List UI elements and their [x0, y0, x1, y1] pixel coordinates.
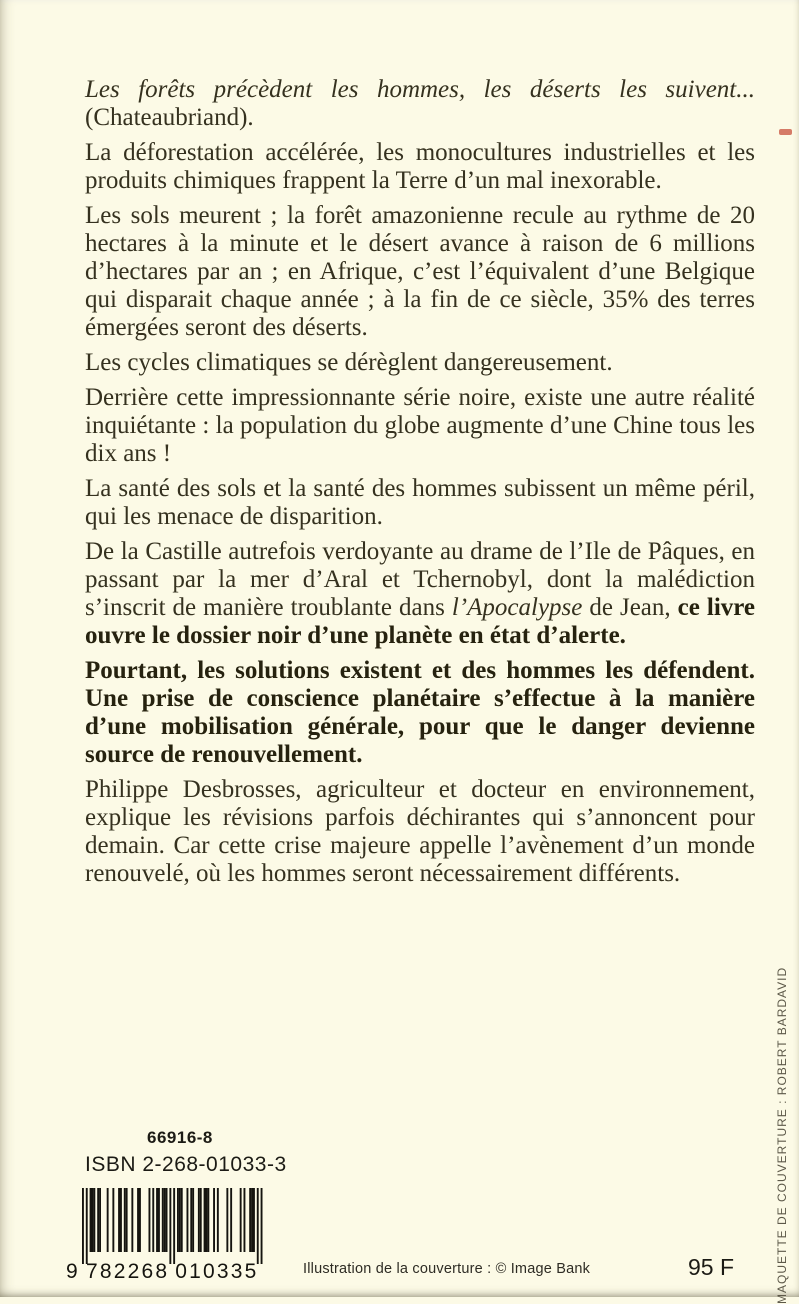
text-run: (Chateaubriand). [85, 104, 254, 131]
text-run: Derrière cette impressionnante série noire, existe une autre réalité inquiétante : la population du globe augmente d’une Chine tous les dix ans ! [85, 384, 755, 467]
isbn: ISBN 2-268-01033-3 [85, 1153, 287, 1176]
print-code: 66916-8 [147, 1128, 213, 1147]
text-run: La santé des sols et la santé des hommes subissent un même péril, qui les menace de disparition. [85, 475, 755, 530]
red-mark [779, 129, 792, 135]
text-run: Les sols meurent ; la forêt amazonienne recule au rythme de 20 hectares à la minute et le désert avance à raison de 6 millions d’hectares par an ; en Afrique, c’est l’équivalent d’une Belgique qui disparait chaque année ; à la fin de ce siècle, 35% des terres émergées seront des déserts. [85, 202, 755, 341]
text-run: Les forêts précèdent les hommes, les déserts les suivent... [85, 76, 755, 103]
paragraph [85, 475, 755, 531]
text-run: Pourtant, les solutions existent et des hommes les défendent. Une prise de conscience planétaire s’effectue à la manière d’une mobilisation générale, pour que le danger devienne source de renouvellement. [85, 657, 755, 768]
text-run: l’Apocalypse [451, 594, 583, 621]
paragraph [85, 384, 755, 468]
paragraph [85, 76, 755, 132]
paragraph [85, 657, 755, 769]
cover-design-credit: MAQUETTE DE COUVERTURE : ROBERT BARDAVID [775, 966, 789, 1304]
barcode [66, 1188, 266, 1287]
paragraph [85, 538, 755, 650]
text-run: La déforestation accélérée, les monocultures industrielles et les produits chimiques frappent la Terre d’un mal inexorable. [85, 139, 755, 194]
paragraph [85, 349, 755, 377]
illustration-credit: Illustration de la couverture : © Image Bank [303, 1261, 591, 1277]
barcode-svg [66, 1188, 266, 1282]
text-run: Philippe Desbrosses, agriculteur et docteur en environnement, explique les révisions parfois déchirantes qui s’annoncent pour demain. Car cette crise majeure appelle l’avènement d’un monde renouvelé, où les hommes seront nécessairement différents. [85, 776, 755, 887]
blurb [85, 76, 755, 895]
price: 95 F [688, 1254, 735, 1280]
text-run: ce livre ouvre le dossier noir d’une planète en état d’alerte. [85, 594, 756, 649]
paragraph [85, 776, 755, 888]
text-run: Les cycles climatiques se dérèglent dangereusement. [85, 349, 613, 376]
barcode-digits: 9 [66, 1260, 80, 1282]
barcode-digits: 010335 [175, 1260, 259, 1282]
text-run: De la Castille autrefois verdoyante au drame de l’Ile de Pâques, en passant par la mer d’Aral et Tchernobyl, dont la malédiction s’inscrit de manière troublante dans [85, 538, 755, 621]
barcode-digits: 782268 [85, 1260, 170, 1282]
text-run: de Jean, [582, 594, 678, 621]
paragraph [85, 202, 755, 342]
paragraph [85, 139, 755, 195]
